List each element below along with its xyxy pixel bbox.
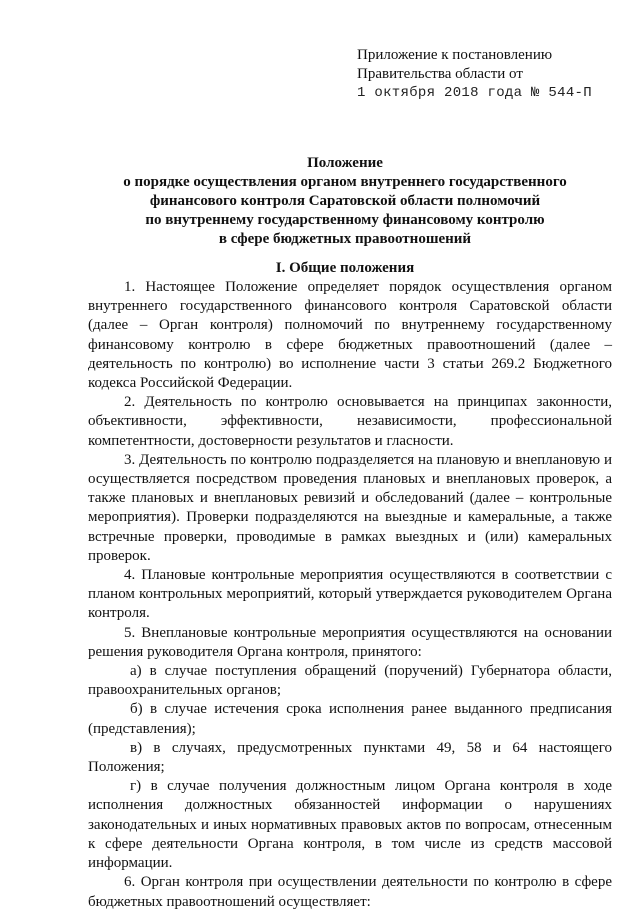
paragraph: 3. Деятельность по контролю подразделяется на плановую и внеплановую и осуществляется посредством проведения плановых и внеплановых проверок, а также плановых и внеплановых ревизий и обследований (далее – контрольные мероприятия). Проверки подразделяются на выездные и камеральные, а также встречные проверки, проводимые в рамках выездных и (или) камеральных проверок. xyxy=(88,451,612,564)
paragraph: 1. Настоящее Положение определяет порядок осуществления органом внутреннего государственного финансового контроля Саратовской области (далее – Орган контроля) полномочий по внутреннему государственному финансовому контролю в сфере бюджетных правоотношений (далее – деятельность по контролю) во исполнение части 3 статьи 269.2 Бюджетного кодекса Российской Федерации. xyxy=(88,279,612,392)
list-item: б) в случае истечения срока исполнения ранее выданного предписания (представления); xyxy=(88,701,612,737)
appendix-line: Приложение к постановлению xyxy=(357,47,553,63)
paragraph: 2. Деятельность по контролю основывается на принципах законности, объективности, эффективности, независимости, профессиональной компетентности, достоверности результатов и гласности. xyxy=(88,394,612,449)
title-word: Положение xyxy=(307,155,383,171)
title-line: в сфере бюджетных правоотношений xyxy=(218,231,472,247)
paragraph: 5. Внеплановые контрольные мероприятия осуществляются на основании решения руководителя Органа контроля, принятого: xyxy=(88,624,612,660)
list-item: г) в случае получения должностным лицом Органа контроля в ходе исполнения должностных обязанностей информации о нарушениях законодательных и иных нормативных правовых актов по вопросам, отнесенным к сфере деятельности Органа контроля, в том числе из средств массовой информации. xyxy=(88,778,612,872)
list-item: а) в случае поступления обращений (поручений) Губернатора области, правоохранительных органов; xyxy=(88,663,612,699)
appendix-line: Правительства области от xyxy=(357,66,523,82)
section-body xyxy=(88,278,612,912)
section-heading: I. Общие положения xyxy=(275,260,415,276)
title-line: финансового контроля Саратовской области полномочий xyxy=(149,193,541,209)
list-item: в) в случаях, предусмотренных пунктами 49, 58 и 64 настоящего Положения; xyxy=(88,739,612,776)
appendix-note xyxy=(357,46,592,103)
title-line: о порядке осуществления органом внутреннего государственного xyxy=(123,174,567,190)
document-title xyxy=(60,154,630,249)
title-line: по внутреннему государственному финансовому контролю xyxy=(145,212,545,228)
paragraph: 4. Плановые контрольные мероприятия осуществляются в соответствии с планом контрольных мероприятий, который утверждается руководителем Органа контроля. xyxy=(88,567,612,622)
registration-stamp: 1 октября 2018 года № 544-П xyxy=(357,85,592,101)
paragraph: 6. Орган контроля при осуществлении деятельности по контролю в сфере бюджетных правоотношений осуществляет: xyxy=(88,874,612,910)
